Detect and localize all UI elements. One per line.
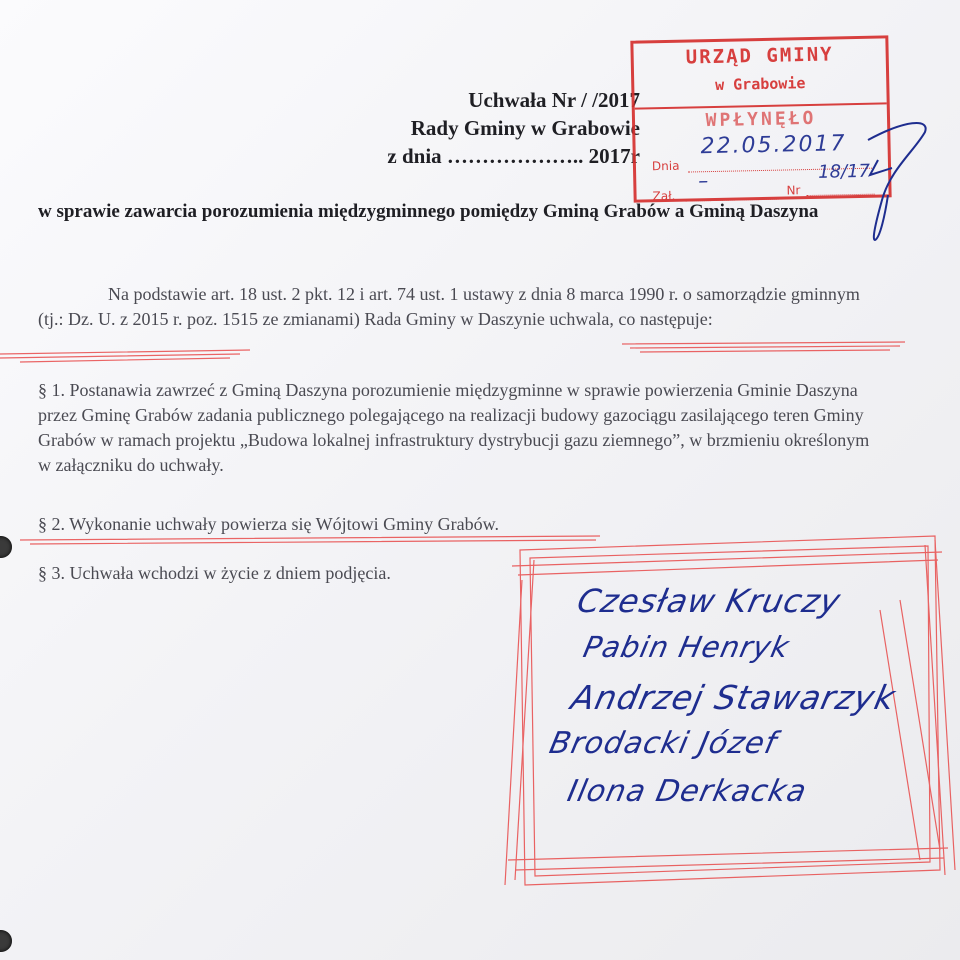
official-signature-scribble — [868, 123, 926, 240]
stamp-subtitle: w Grabowie — [714, 74, 806, 94]
handwritten-signature: Ilona Derkacka — [564, 774, 811, 809]
red-underline — [0, 350, 250, 362]
stamp-date-label: Dnia — [651, 158, 680, 174]
handwritten-signature: Pabin Henryk — [580, 630, 793, 664]
stamp-attachment-handwritten: – — [698, 168, 709, 193]
stamp-attachment-label: Zał. — [652, 188, 676, 204]
stamp-date-handwritten: 22.05.2017 — [700, 131, 847, 160]
paragraph-2: § 2. Wykonanie uchwały powierza się Wójtowi Gminy Grabów. — [38, 514, 499, 534]
handwritten-signature: Brodacki Józef — [546, 726, 781, 761]
red-underline — [20, 536, 600, 544]
resolution-subject: w sprawie zawarcia porozumienia międzygminnego pomiędzy Gminą Grabów a Gminą Daszyna — [38, 201, 819, 222]
stamp-title: URZĄD GMINY — [685, 43, 834, 69]
stamp-received: WPŁYNĘŁO — [705, 107, 817, 132]
signatures-block — [516, 538, 936, 883]
paragraph-1: § 1. Postanawia zawrzeć z Gminą Daszyna porozumienie międzygminne w sprawie powierzenia Gminie Daszyna przez Gminę Grabów zadania publicznego polegającego na realizacji budowy gazociągu zasilającego teren Gminy Grabów w ramach projektu „Budowa lokalnej infrastruktury dystrybucji gazu ziemnego”, w brzmieniu określonym w załączniku do uchwały. — [38, 380, 870, 475]
red-underline — [622, 342, 905, 352]
official-signature-scribble — [870, 160, 892, 175]
stamp-number-handwritten: 18/17 — [817, 160, 871, 183]
resolution-number: Uchwała Nr / /2017 — [468, 88, 640, 112]
stamp-number-label: Nr — [786, 183, 801, 198]
council-name: Rady Gminy w Grabowie — [410, 116, 640, 140]
handwritten-signature: Czesław Kruczy — [573, 582, 845, 620]
paragraph-3: § 3. Uchwała wchodzi w życie z dniem podjęcia. — [38, 563, 391, 583]
resolution-date: z dnia ……………….. 2017r — [387, 144, 640, 168]
legal-basis-paragraph: Na podstawie art. 18 ust. 2 pkt. 12 i art. 74 ust. 1 ustawy z dnia 8 marca 1990 r. o samorządzie gminnym (tj.: Dz. U. z 2015 r. poz. 1515 ze zmianami) Rada Gminy w Daszynie uchwala, co następuje: — [38, 284, 860, 329]
handwritten-signature: Andrzej Stawarzyk — [567, 678, 900, 717]
